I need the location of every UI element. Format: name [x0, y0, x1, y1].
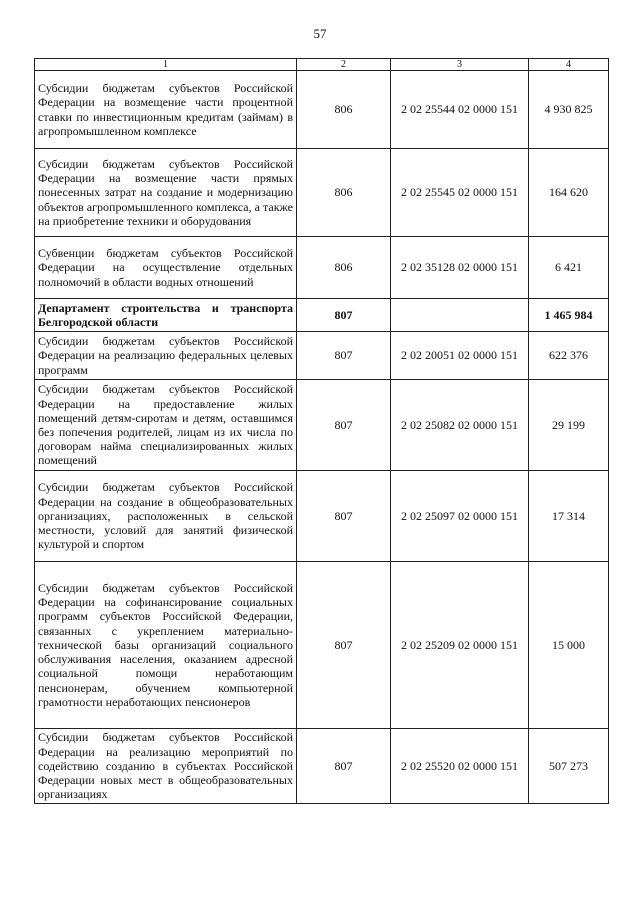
table-row — [35, 71, 609, 149]
row-code: 806 — [297, 149, 391, 237]
row-kbk: 2 02 25544 02 0000 151 — [391, 71, 529, 149]
row-name: Субсидии бюджетам субъектов Российской Федерации на реализацию федеральных целевых программ — [35, 332, 297, 380]
department-code: 807 — [297, 299, 391, 332]
row-kbk: 2 02 25209 02 0000 151 — [391, 562, 529, 729]
row-name: Субсидии бюджетам субъектов Российской Федерации на софинансирование социальных программ субъектов Российской Федерации, связанных с укреплением материально-технической базы организаций социального обслуживания населения, оказанием адресной социальной помощи неработающим пенсионерам, обучением компьютерной грамотности неработающих пенсионеров — [35, 562, 297, 729]
row-name: Субсидии бюджетам субъектов Российской Федерации на предоставление жилых помещений детям-сиротам и детям, оставшимся без попечения родителей, лицам из их числа по договорам найма специализированных жилых помещений — [35, 380, 297, 471]
row-name: Субсидии бюджетам субъектов Российской Федерации на возмещение части прямых понесенных затрат на создание и модернизацию объектов агропромышленного комплекса, а также на приобретение техники и оборудования — [35, 149, 297, 237]
table-row — [35, 149, 609, 237]
row-kbk — [391, 299, 529, 332]
row-name: Субсидии бюджетам субъектов Российской Федерации на возмещение части процентной ставки по инвестиционным кредитам (займам) в агропромышленном комплексе — [35, 71, 297, 149]
row-amount: 6 421 — [529, 237, 609, 299]
row-name: Субсидии бюджетам субъектов Российской Федерации на создание в общеобразовательных организациях, расположенных в сельской местности, условий для занятий физической культурой и спортом — [35, 471, 297, 562]
row-kbk: 2 02 35128 02 0000 151 — [391, 237, 529, 299]
row-amount: 622 376 — [529, 332, 609, 380]
row-kbk: 2 02 25082 02 0000 151 — [391, 380, 529, 471]
department-name: Департамент строительства и транспорта Белгородской области — [35, 299, 297, 332]
row-amount: 164 620 — [529, 149, 609, 237]
row-kbk: 2 02 20051 02 0000 151 — [391, 332, 529, 380]
row-kbk: 2 02 25520 02 0000 151 — [391, 729, 529, 804]
row-code: 806 — [297, 237, 391, 299]
column-header-4: 4 — [529, 59, 609, 71]
department-total: 1 465 984 — [529, 299, 609, 332]
row-amount: 507 273 — [529, 729, 609, 804]
row-name: Субвенции бюджетам субъектов Российской Федерации на осуществление отдельных полномочий в области водных отношений — [35, 237, 297, 299]
table-row — [35, 380, 609, 471]
row-code: 807 — [297, 380, 391, 471]
row-amount: 4 930 825 — [529, 71, 609, 149]
table-row — [35, 729, 609, 804]
column-header-1: 1 — [35, 59, 297, 71]
department-row — [35, 299, 609, 332]
row-kbk: 2 02 25097 02 0000 151 — [391, 471, 529, 562]
row-kbk: 2 02 25545 02 0000 151 — [391, 149, 529, 237]
row-amount: 29 199 — [529, 380, 609, 471]
column-header-3: 3 — [391, 59, 529, 71]
table-row — [35, 562, 609, 729]
row-code: 807 — [297, 729, 391, 804]
header-row — [35, 59, 609, 71]
row-amount: 17 314 — [529, 471, 609, 562]
row-code: 807 — [297, 471, 391, 562]
row-name: Субсидии бюджетам субъектов Российской Федерации на реализацию мероприятий по содействию созданию в субъектах Российской Федерации новых мест в общеобразовательных организациях — [35, 729, 297, 804]
table-row — [35, 471, 609, 562]
row-code: 807 — [297, 562, 391, 729]
column-header-2: 2 — [297, 59, 391, 71]
row-amount: 15 000 — [529, 562, 609, 729]
table-row — [35, 237, 609, 299]
row-code: 807 — [297, 332, 391, 380]
budget-table — [34, 58, 609, 804]
row-code: 806 — [297, 71, 391, 149]
page-number: 57 — [313, 26, 327, 41]
table-row — [35, 332, 609, 380]
